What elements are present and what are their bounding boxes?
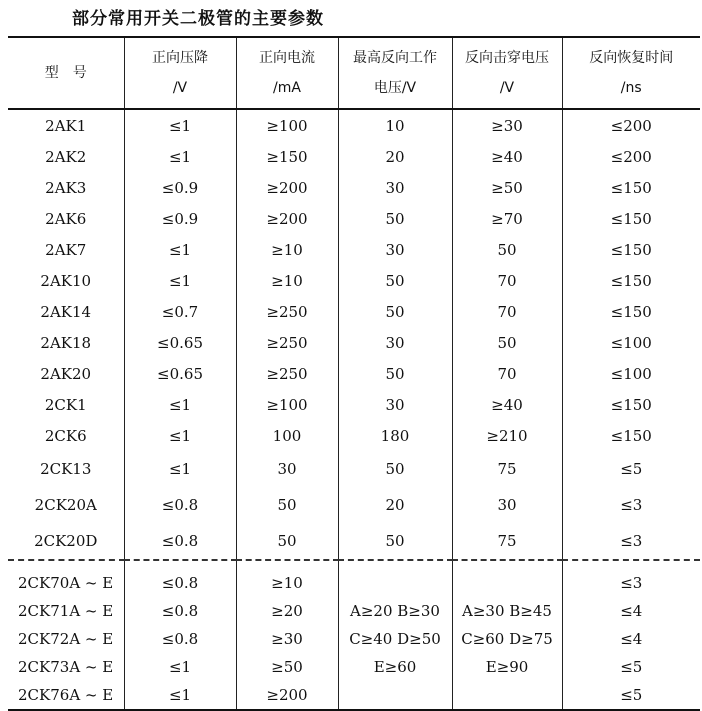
table-row <box>8 141 700 172</box>
table-row <box>8 203 700 234</box>
header-max-reverse-voltage <box>338 37 452 109</box>
model-cell: 2CK73A ~ E <box>8 653 124 681</box>
value-cell: 50 <box>236 523 338 560</box>
value-cell <box>338 560 452 597</box>
header-label-line1: 反向恢复时间 <box>589 50 674 66</box>
value-cell: ≥40 <box>452 141 562 172</box>
value-cell: ≤3 <box>562 560 700 597</box>
value-cell: ≥100 <box>236 389 338 420</box>
value-cell: ≤1 <box>124 451 236 487</box>
value-cell: 30 <box>338 327 452 358</box>
table-row <box>8 653 700 681</box>
value-cell: ≤1 <box>124 109 236 141</box>
value-cell: ≥250 <box>236 296 338 327</box>
value-cell: ≤1 <box>124 681 236 710</box>
value-cell: ≥10 <box>236 265 338 296</box>
value-cell: ≤150 <box>562 296 700 327</box>
value-cell <box>338 681 452 710</box>
value-cell: ≤1 <box>124 265 236 296</box>
value-cell: ≥200 <box>236 203 338 234</box>
table-row <box>8 625 700 653</box>
model-cell: 2CK6 <box>8 420 124 451</box>
value-cell: ≥150 <box>236 141 338 172</box>
value-cell: ≥250 <box>236 358 338 389</box>
value-cell: 50 <box>338 451 452 487</box>
table-row <box>8 296 700 327</box>
value-cell: ≥250 <box>236 327 338 358</box>
table-row <box>8 234 700 265</box>
value-cell: E≥60 <box>338 653 452 681</box>
value-cell: ≤3 <box>562 487 700 523</box>
value-cell: ≤3 <box>562 523 700 560</box>
value-cell: ≤150 <box>562 389 700 420</box>
model-cell: 2AK6 <box>8 203 124 234</box>
model-cell: 2AK10 <box>8 265 124 296</box>
value-cell: ≥40 <box>452 389 562 420</box>
value-cell: 75 <box>452 523 562 560</box>
header-forward-current <box>236 37 338 109</box>
model-cell: 2AK3 <box>8 172 124 203</box>
value-cell: ≤5 <box>562 653 700 681</box>
value-cell: ≤4 <box>562 597 700 625</box>
value-cell: ≥20 <box>236 597 338 625</box>
header-label-line1: 反向击穿电压 <box>465 50 549 66</box>
value-cell: ≤0.7 <box>124 296 236 327</box>
model-cell: 2CK71A ~ E <box>8 597 124 625</box>
header-model <box>8 37 124 109</box>
value-cell: ≥200 <box>236 172 338 203</box>
value-cell: 30 <box>338 234 452 265</box>
value-cell: 30 <box>452 487 562 523</box>
value-cell: ≤0.8 <box>124 625 236 653</box>
value-cell: ≤0.8 <box>124 523 236 560</box>
value-cell: ≤0.9 <box>124 203 236 234</box>
table-title: 部分常用开关二极管的主要参数 <box>72 9 324 29</box>
value-cell: ≥30 <box>452 109 562 141</box>
value-cell: 20 <box>338 487 452 523</box>
table-row <box>8 681 700 710</box>
value-cell: ≤150 <box>562 420 700 451</box>
value-cell: ≥200 <box>236 681 338 710</box>
value-cell: ≤0.65 <box>124 327 236 358</box>
value-cell: ≤150 <box>562 265 700 296</box>
value-cell: 50 <box>452 327 562 358</box>
header-label-line2: /V <box>172 80 188 96</box>
value-cell: ≥50 <box>452 172 562 203</box>
model-cell: 2CK20A <box>8 487 124 523</box>
table-row <box>8 560 700 597</box>
model-cell: 2CK70A ~ E <box>8 560 124 597</box>
value-cell: ≤100 <box>562 358 700 389</box>
value-cell: 50 <box>338 358 452 389</box>
table-row <box>8 327 700 358</box>
value-cell: 30 <box>338 389 452 420</box>
value-cell: ≥30 <box>236 625 338 653</box>
table-row <box>8 597 700 625</box>
model-cell: 2AK1 <box>8 109 124 141</box>
value-cell: ≤150 <box>562 203 700 234</box>
value-cell: ≤200 <box>562 141 700 172</box>
table-body-main <box>8 109 700 560</box>
table-header <box>8 37 700 109</box>
value-cell: A≥30 B≥45 <box>452 597 562 625</box>
value-cell: ≥10 <box>236 560 338 597</box>
model-cell: 2AK20 <box>8 358 124 389</box>
model-cell: 2CK76A ~ E <box>8 681 124 710</box>
header-label-line1: 正向压降 <box>152 50 208 66</box>
value-cell: ≤1 <box>124 389 236 420</box>
value-cell: ≥210 <box>452 420 562 451</box>
table-row <box>8 451 700 487</box>
value-cell: 30 <box>338 172 452 203</box>
table-row <box>8 109 700 141</box>
value-cell <box>452 560 562 597</box>
table-row <box>8 358 700 389</box>
value-cell: ≤0.8 <box>124 597 236 625</box>
value-cell: 75 <box>452 451 562 487</box>
value-cell: 50 <box>338 203 452 234</box>
value-cell: C≥40 D≥50 <box>338 625 452 653</box>
header-recovery-time <box>562 37 700 109</box>
value-cell: ≤1 <box>124 141 236 172</box>
header-forward-voltage <box>124 37 236 109</box>
value-cell: ≥10 <box>236 234 338 265</box>
table-row <box>8 172 700 203</box>
value-cell: 10 <box>338 109 452 141</box>
header-label-line2: /ns <box>620 80 642 96</box>
value-cell: A≥20 B≥30 <box>338 597 452 625</box>
value-cell: ≤1 <box>124 420 236 451</box>
value-cell: ≤100 <box>562 327 700 358</box>
value-cell: 30 <box>236 451 338 487</box>
value-cell: 50 <box>338 523 452 560</box>
header-label-line2: 电压/V <box>373 80 417 96</box>
value-cell: ≥50 <box>236 653 338 681</box>
value-cell: 50 <box>452 234 562 265</box>
diode-parameter-table <box>8 36 700 711</box>
model-cell: 2AK7 <box>8 234 124 265</box>
table-row <box>8 420 700 451</box>
value-cell: ≤5 <box>562 451 700 487</box>
value-cell: ≥100 <box>236 109 338 141</box>
model-cell: 2AK18 <box>8 327 124 358</box>
value-cell: ≤0.9 <box>124 172 236 203</box>
value-cell <box>452 681 562 710</box>
value-cell: ≤5 <box>562 681 700 710</box>
value-cell: 50 <box>338 265 452 296</box>
header-label-line2: /V <box>499 80 515 96</box>
value-cell: ≤4 <box>562 625 700 653</box>
table-row <box>8 389 700 420</box>
value-cell: ≤0.65 <box>124 358 236 389</box>
header-breakdown-voltage <box>452 37 562 109</box>
table-body-series <box>8 560 700 710</box>
model-cell: 2CK20D <box>8 523 124 560</box>
header-label-line1: 最高反向工作 <box>353 50 437 66</box>
value-cell: 50 <box>236 487 338 523</box>
value-cell: 70 <box>452 265 562 296</box>
header-row <box>8 37 700 109</box>
table-row <box>8 265 700 296</box>
value-cell: C≥60 D≥75 <box>452 625 562 653</box>
value-cell: ≥70 <box>452 203 562 234</box>
model-cell: 2CK13 <box>8 451 124 487</box>
table-row <box>8 523 700 560</box>
header-label-line1: 正向电流 <box>259 50 315 66</box>
value-cell: 70 <box>452 296 562 327</box>
value-cell: ≤200 <box>562 109 700 141</box>
value-cell: E≥90 <box>452 653 562 681</box>
header-label-line2: /mA <box>273 80 301 96</box>
value-cell: ≤1 <box>124 234 236 265</box>
value-cell: ≤150 <box>562 234 700 265</box>
value-cell: 100 <box>236 420 338 451</box>
value-cell: 70 <box>452 358 562 389</box>
value-cell: ≤1 <box>124 653 236 681</box>
table-row <box>8 487 700 523</box>
model-cell: 2CK72A ~ E <box>8 625 124 653</box>
model-cell: 2AK14 <box>8 296 124 327</box>
model-cell: 2CK1 <box>8 389 124 420</box>
value-cell: ≤0.8 <box>124 560 236 597</box>
value-cell: ≤0.8 <box>124 487 236 523</box>
model-cell: 2AK2 <box>8 141 124 172</box>
value-cell: 180 <box>338 420 452 451</box>
value-cell: 50 <box>338 296 452 327</box>
header-model-label: 型 号 <box>44 65 87 81</box>
value-cell: 20 <box>338 141 452 172</box>
value-cell: ≤150 <box>562 172 700 203</box>
